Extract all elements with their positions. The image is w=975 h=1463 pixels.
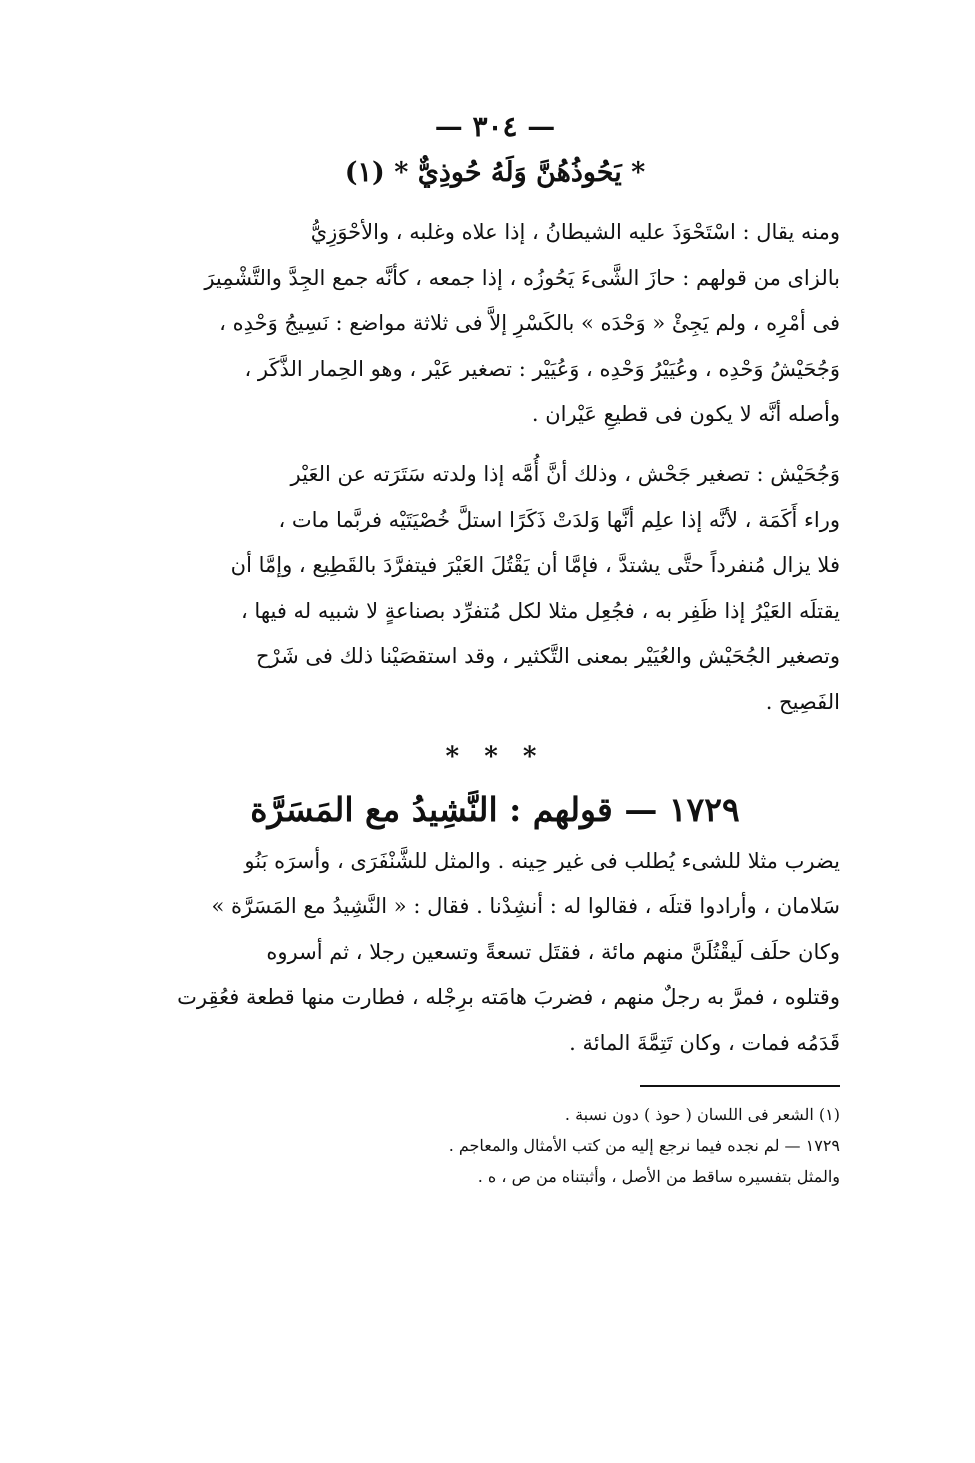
verse-line: * يَحُوذُهُنَّ وَلَهُ حُوذِيٌّ * (١): [344, 157, 646, 188]
paragraph-line: قَدَمُه فمات ، وكان تَتِمَّةَ المائة .: [569, 1030, 840, 1055]
paragraph-line: ومنه يقال : اسْتَحْوَذَ عليه الشيطانُ ، إذا علاه وغلبه ، والأحْوَزِيُّ: [310, 220, 840, 244]
paragraph-line: سَلامان ، وأرادوا قتلَه ، فقالوا له : أنشِدْنا . فقال : « النَّشِيدُ مع المَسَرَّة »: [211, 894, 840, 919]
paragraph-line: وَجُحَيْشُ وَحْدِه ، وعُيَيْرُ وَحْدِه ، وَعُيَيْر : تصغير عَيْر ، وهو الحِمار الذَّكَر ،: [244, 356, 840, 381]
paragraph-line: وَجُحَيْش : تصغير جَحْش ، وذلك أنَّ أُمَّه إذا ولدته سَتَرَته عن العَيْر: [290, 461, 840, 486]
paragraph-line: وتصغير الجُحَيْش والعُيَيْر بمعنى التَّكثير ، وقد استقصَيْنا ذلك فى شَرْح: [256, 644, 840, 669]
paragraph-line: وراء أَكَمَة ، لأنَّه إذا علِم أنَّها وَلدَتْ ذَكَرًا استلَّ خُصْيَتَيْه فربَّما مات ،: [278, 507, 840, 532]
paragraph-line: وأصله أنَّه لا يكون فى قطيعِ عَيْران .: [531, 402, 840, 427]
footnote: ١٧٢٩ — لم نجده فيما نرجع إليه من كتب الأمثال والمعاجم .: [448, 1135, 840, 1155]
footnote: والمثل بتفسيره ساقط من الأصل ، وأثبتناه من ص ، ه .: [477, 1166, 840, 1186]
footnotes: [150, 1099, 840, 1192]
paragraph-line: بالزاى من قولهم : حازَ الشَّىءَ يَحُوزُه ، إذا جمعه ، كأنَّه جمع الجِدَّ والتَّشْمِيرَ: [204, 265, 840, 290]
entry-heading: ١٧٢٩ — قولهم : النَّشِيدُ مع المَسَرَّة: [250, 789, 740, 829]
paragraph-line: وقتلوه ، فمرَّ به رجلٌ منهم ، فضربَ هامَته برِجْله ، فطارت منها قطعة فعُقِرت: [177, 985, 840, 1010]
section-separator: * * *: [445, 741, 545, 772]
paragraph-hawdh: [150, 210, 840, 438]
paragraph-line: وكان حلَف لَيقْتُلَنَّ منهم مائة ، فقتَل تسعةً وتسعين رجلا ، ثم أسروه: [266, 939, 840, 964]
footnote-divider: [640, 1085, 840, 1087]
paragraph-juhaysh: [150, 452, 840, 726]
document-page: [150, 110, 840, 1192]
paragraph-line: فلا يزال مُنفرداً حتَّى يشتدَّ ، فإمَّا أن يَقْتُلَ العَيْرَ فيتفرَّدَ بالقَطِيع ، وإمَّا أن: [230, 553, 840, 578]
paragraph-line: يقتلَه العَيْرُ إذا ظَفِر به ، فجُعِل مثلا لكل مُتفرِّد بصناعةٍ لا شبيه له فيها ،: [240, 598, 840, 623]
paragraph-line: فى أمْرِه ، ولم يَجِئْ « وَحْدَه » بالكَسْرِ إلاَّ فى ثلاثة مواضع : نَسِيجُ وَحْدِه ،: [219, 311, 840, 336]
paragraph-proverb: [150, 839, 840, 1067]
page-number: — ٣٠٤ —: [434, 110, 556, 143]
footnote: (١) الشعر فى اللسان ( حوذ ) دون نسبة .: [564, 1104, 840, 1124]
paragraph-line: الفَصِيح .: [765, 689, 840, 714]
paragraph-line: يضرب مثلا للشىء يُطلب فى غير حِينه . والمثل للشَّنْفَرَى ، وأسرَه بَنُو: [244, 848, 840, 873]
